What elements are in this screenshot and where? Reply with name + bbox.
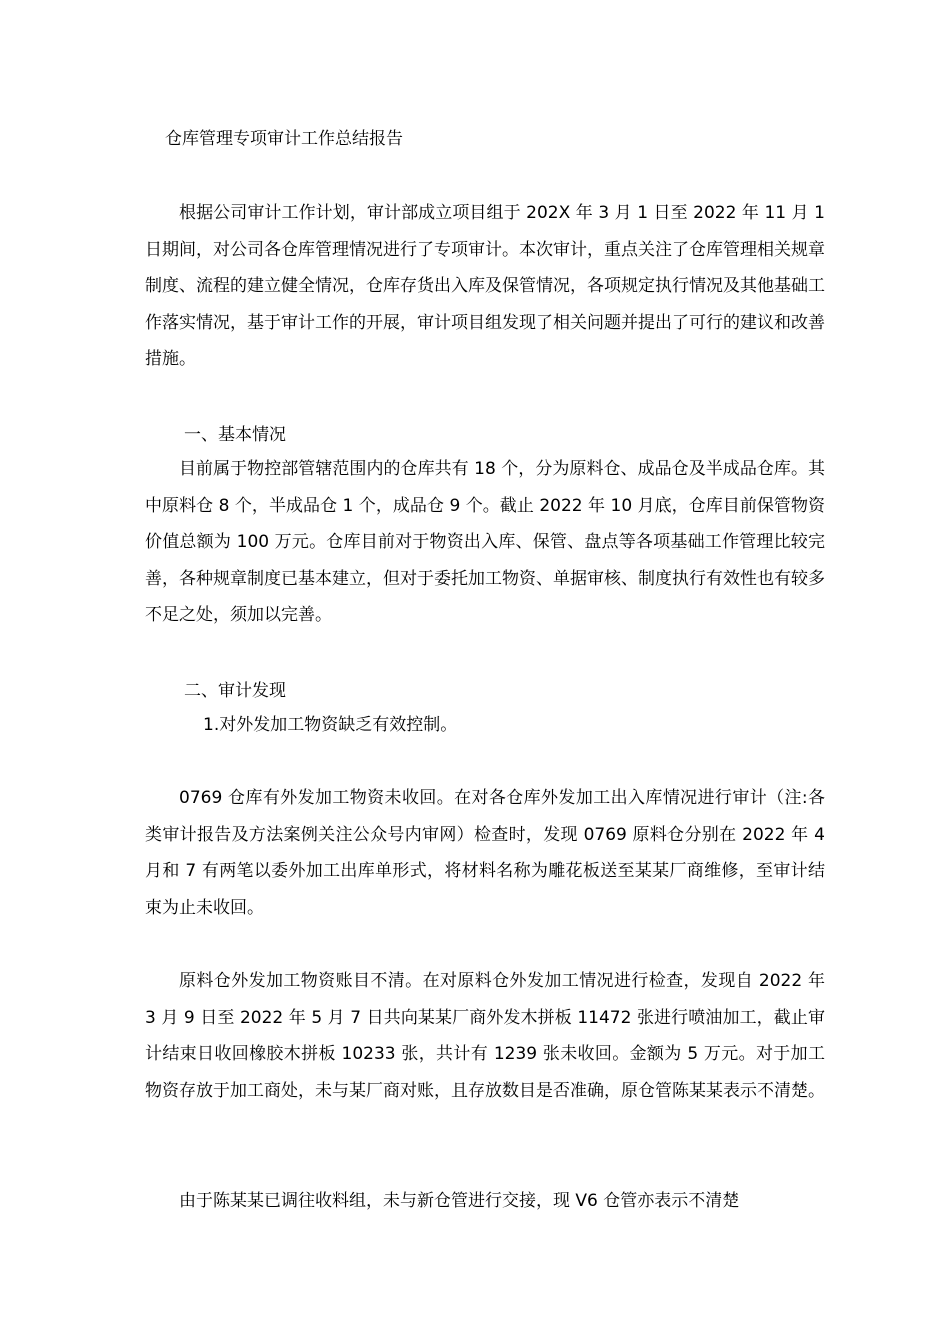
basic-paragraph-block (145, 451, 825, 634)
finding-paragraph-3: 由于陈某某已调往收料组，未与新仓管进行交接，现 V6 仓管亦表示不清楚 (179, 1191, 740, 1211)
document-title: 仓库管理专项审计工作总结报告 (165, 129, 403, 149)
basic-paragraph: 目前属于物控部管辖范围内的仓库共有 18 个，分为原料仓、成品仓及半成品仓库。其中原料仓 8 个，半成品仓 1 个，成品仓 9 个。截止 2022 年 10 月底，仓库目前保管物资价值总额为 100 万元。仓库目前对于物资出入库、保管、盘点等各项基础工作管理比较完善，各种规章制度已基本建立，但对于委托加工物资、单据审核、制度执行有效性也有较多不足之处，须加以完善。 (145, 459, 825, 625)
intro-paragraph-block (145, 195, 825, 378)
finding-paragraph-block-2 (145, 963, 825, 1109)
finding-paragraph-1: 0769 仓库有外发加工物资未收回。在对各仓库外发加工出入库情况进行审计（注:各类审计报告及方法案例关注公众号内审网）检查时，发现 0769 原料仓分别在 2022 年 4 月和 7 有两笔以委外加工出库单形式，将材料名称为雕花板送至某某厂商维修，至审计结束为止未收回。 (145, 788, 825, 918)
section-heading-basic: 一、基本情况 (184, 425, 286, 445)
finding-paragraph-block-3 (145, 1183, 825, 1220)
intro-paragraph: 根据公司审计工作计划，审计部成立项目组于 202X 年 3 月 1 日至 2022 年 11 月 1 日期间，对公司各仓库管理情况进行了专项审计。本次审计，重点关注了仓库管理相关规章制度、流程的建立健全情况，仓库存货出入库及保管情况，各项规定执行情况及其他基础工作落实情况，基于审计工作的开展，审计项目组发现了相关问题并提出了可行的建议和改善措施。 (145, 203, 825, 369)
finding-paragraph-block-1 (145, 780, 825, 926)
section-heading-findings: 二、审计发现 (184, 681, 286, 701)
finding-paragraph-2: 原料仓外发加工物资账目不清。在对原料仓外发加工情况进行检查，发现自 2022 年 3 月 9 日至 2022 年 5 月 7 日共向某某厂商外发木拼板 11472 张进行喷油加工，截止审计结束日收回橡胶木拼板 10233 张，共计有 1239 张未收回。金额为 5 万元。对于加工物资存放于加工商处，未与某厂商对账，且存放数目是否准确，原仓管陈某某表示不清楚。 (145, 971, 825, 1101)
finding-subheading: 1.对外发加工物资缺乏有效控制。 (203, 715, 458, 735)
